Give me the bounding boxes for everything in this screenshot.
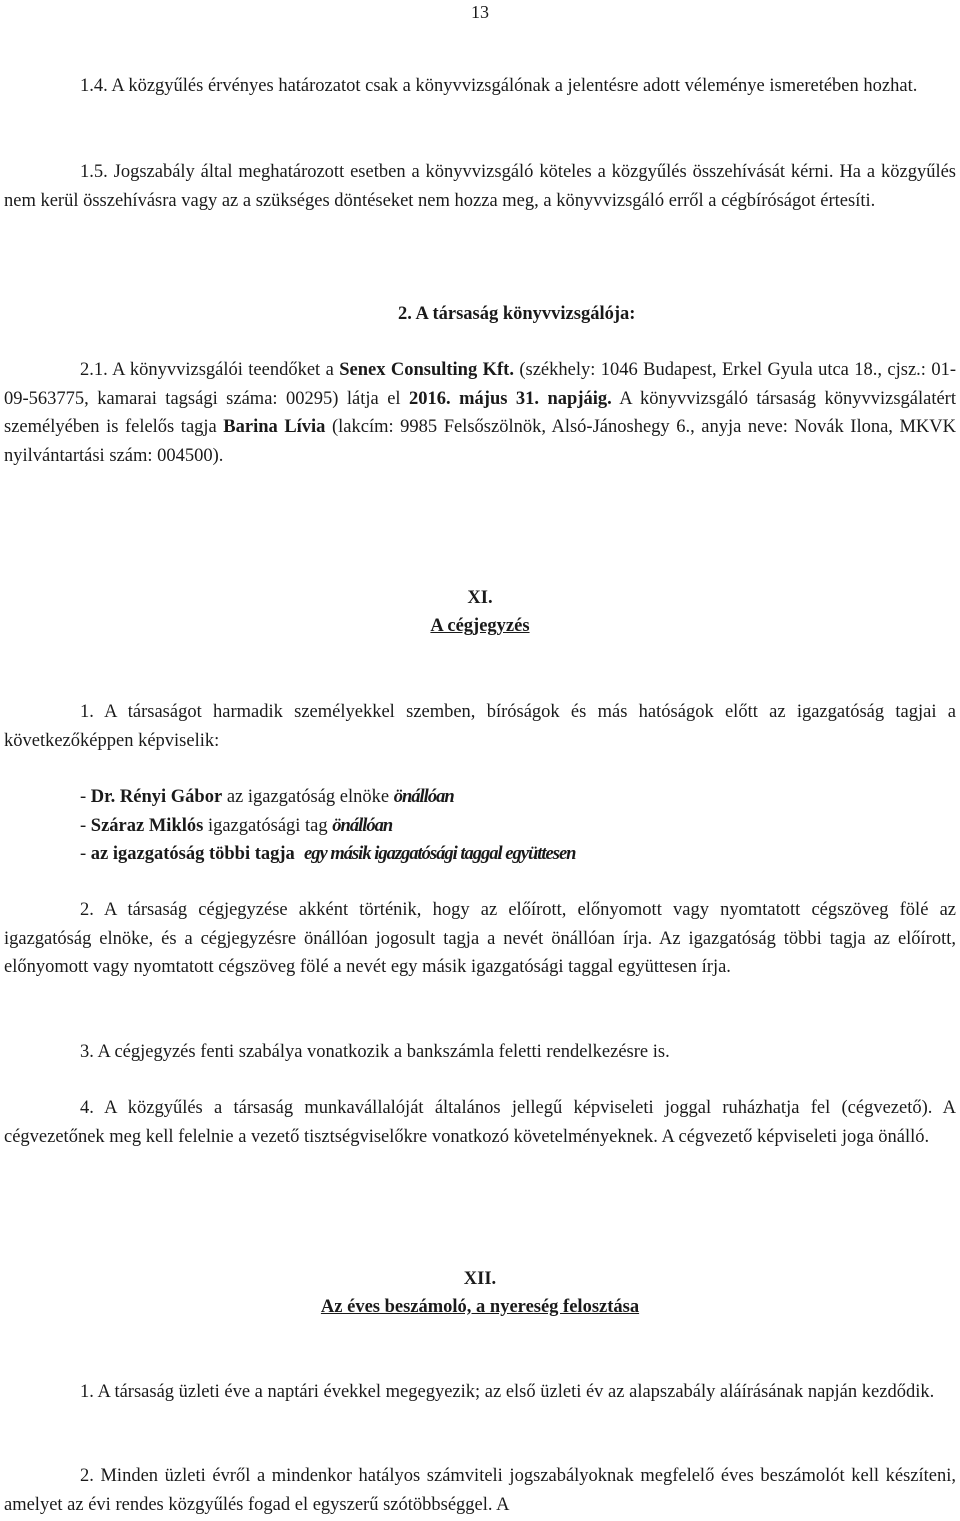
p2-1-responsible: A könyvvizsgáló társaság könyvvizsgálatért személyében is felelős tagja [4,388,956,437]
list-item-role [295,844,304,864]
list-item-mode: egy másik igazgatósági taggal együttesen [304,844,576,864]
paragraph-xi-2 [4,896,956,982]
paragraph-xi-4 [4,1094,956,1151]
list-item [80,812,575,841]
list-dash: - [80,815,91,836]
list-item [80,840,575,869]
paragraph-xi-4-text: 4. A közgyűlés a társaság munkavállalóját általános jellegű képviseleti joggal ruházhatja fel (cégvezető). A cégvezetőnek meg kell felelnie a vezető tisztségviselőkre vonatkozó követelményeknek. A cégvezető képviseleti joga önálló. [4,1098,956,1147]
list-item-role: igazgatósági tag [203,815,333,836]
chapter-xii-title [0,1293,960,1322]
section-2-title: 2. A társaság könyvvizsgálója: [398,304,636,324]
paragraph-1-4-text: 1.4. A közgyűlés érvényes határozatot csak a könyvvizsgálónak a jelentésre adott véleménye ismeretében hozhat. [80,76,918,96]
paragraph-xii-1 [4,1378,956,1407]
paragraph-1-5 [4,158,956,215]
paragraph-xii-1-text: 1. A társaság üzleti éve a naptári évekkel megegyezik; az első üzleti év az alapszabály aláírásának napján kezdődik. [80,1382,935,1402]
paragraph-xi-3-text: 3. A cégjegyzés fenti szabálya vonatkozik a bankszámla feletti rendelkezésre is. [80,1042,670,1062]
representation-list [80,783,575,869]
p2-1-details: (székhely: 1046 Budapest, Erkel Gyula utca 18., cjsz.: 01-09-563775, kamarai tagsági száma: 00295) látja el [4,360,956,409]
list-item-mode: önállóan [393,787,454,807]
paragraph-1-4 [4,72,956,101]
paragraph-2-1 [4,356,956,470]
list-item-role: az igazgatóság elnöke [222,787,394,807]
paragraph-xii-2-text: 2. Minden üzleti évről a mindenkor hatályos számviteli jogszabályoknak megfelelő éves beszámolót kell készíteni, amelyet az évi rendes közgyűlés fogad el egyszerű szótöbbséggel. A [4,1466,956,1515]
p2-1-address: (lakcím: 9985 Felsőszölnök, Alsó-Jánoshegy 6., anyja neve: Novák Ilona, MKVK nyilvántartási szám: 004500). [4,417,956,466]
list-item-name: Dr. Rényi Gábor [90,787,223,807]
p2-1-intro: 2.1. A könyvvizsgálói teendőket a [80,360,340,380]
chapter-xi-title [0,612,960,641]
list-item-name: az igazgatóság többi tagja [90,844,295,864]
chapter-xii-number: XII. [463,1269,497,1289]
paragraph-xi-2-text: 2. A társaság cégjegyzése akként történik, hogy az előírott, előnyomott vagy nyomtatott cégszöveg fölé az igazgatóság elnöke, és a cégjegyzésre önállóan jogosult tagja a nevét önállóan írja. Az igazgatóság többi tagja az előírott, előnyomott vagy nyomtatott cégszöveg fölé a nevét egy másik igazgatósági taggal együttesen írja. [4,900,956,977]
list-item-name: Száraz Miklós [90,815,204,836]
paragraph-xii-2 [4,1462,956,1519]
list-item [80,783,575,812]
paragraph-xi-1 [4,698,956,755]
chapter-xi-number: XI. [467,588,493,608]
chapter-xii-title-text: Az éves beszámoló, a nyereség felosztása [320,1297,640,1317]
company-name: Senex Consulting Kft. [339,360,514,380]
list-dash: - [80,844,91,864]
mandate-end-date: 2016. május 31. napjáig. [409,388,612,409]
list-dash: - [80,787,91,807]
paragraph-1-5-text: 1.5. Jogszabály által meghatározott esetben a könyvvizsgáló köteles a közgyűlés összehívását kérni. Ha a közgyűlés nem kerül összehívásra vagy az a szükséges döntéseket nem hozza meg, a könyvvizsgáló erről a cégbíróságot értesíti. [4,162,956,211]
chapter-xi-title-text: A cégjegyzés [430,616,530,636]
paragraph-xi-1-text: 1. A társaságot harmadik személyekkel szemben, bíróságok és más hatóságok előtt az igazgatóság tagjai a következőképpen képviselik: [4,702,956,751]
list-item-mode: önállóan [332,815,393,836]
auditor-name: Barina Lívia [223,417,326,437]
page-number: 13 [471,2,489,22]
paragraph-xi-3 [4,1038,956,1067]
